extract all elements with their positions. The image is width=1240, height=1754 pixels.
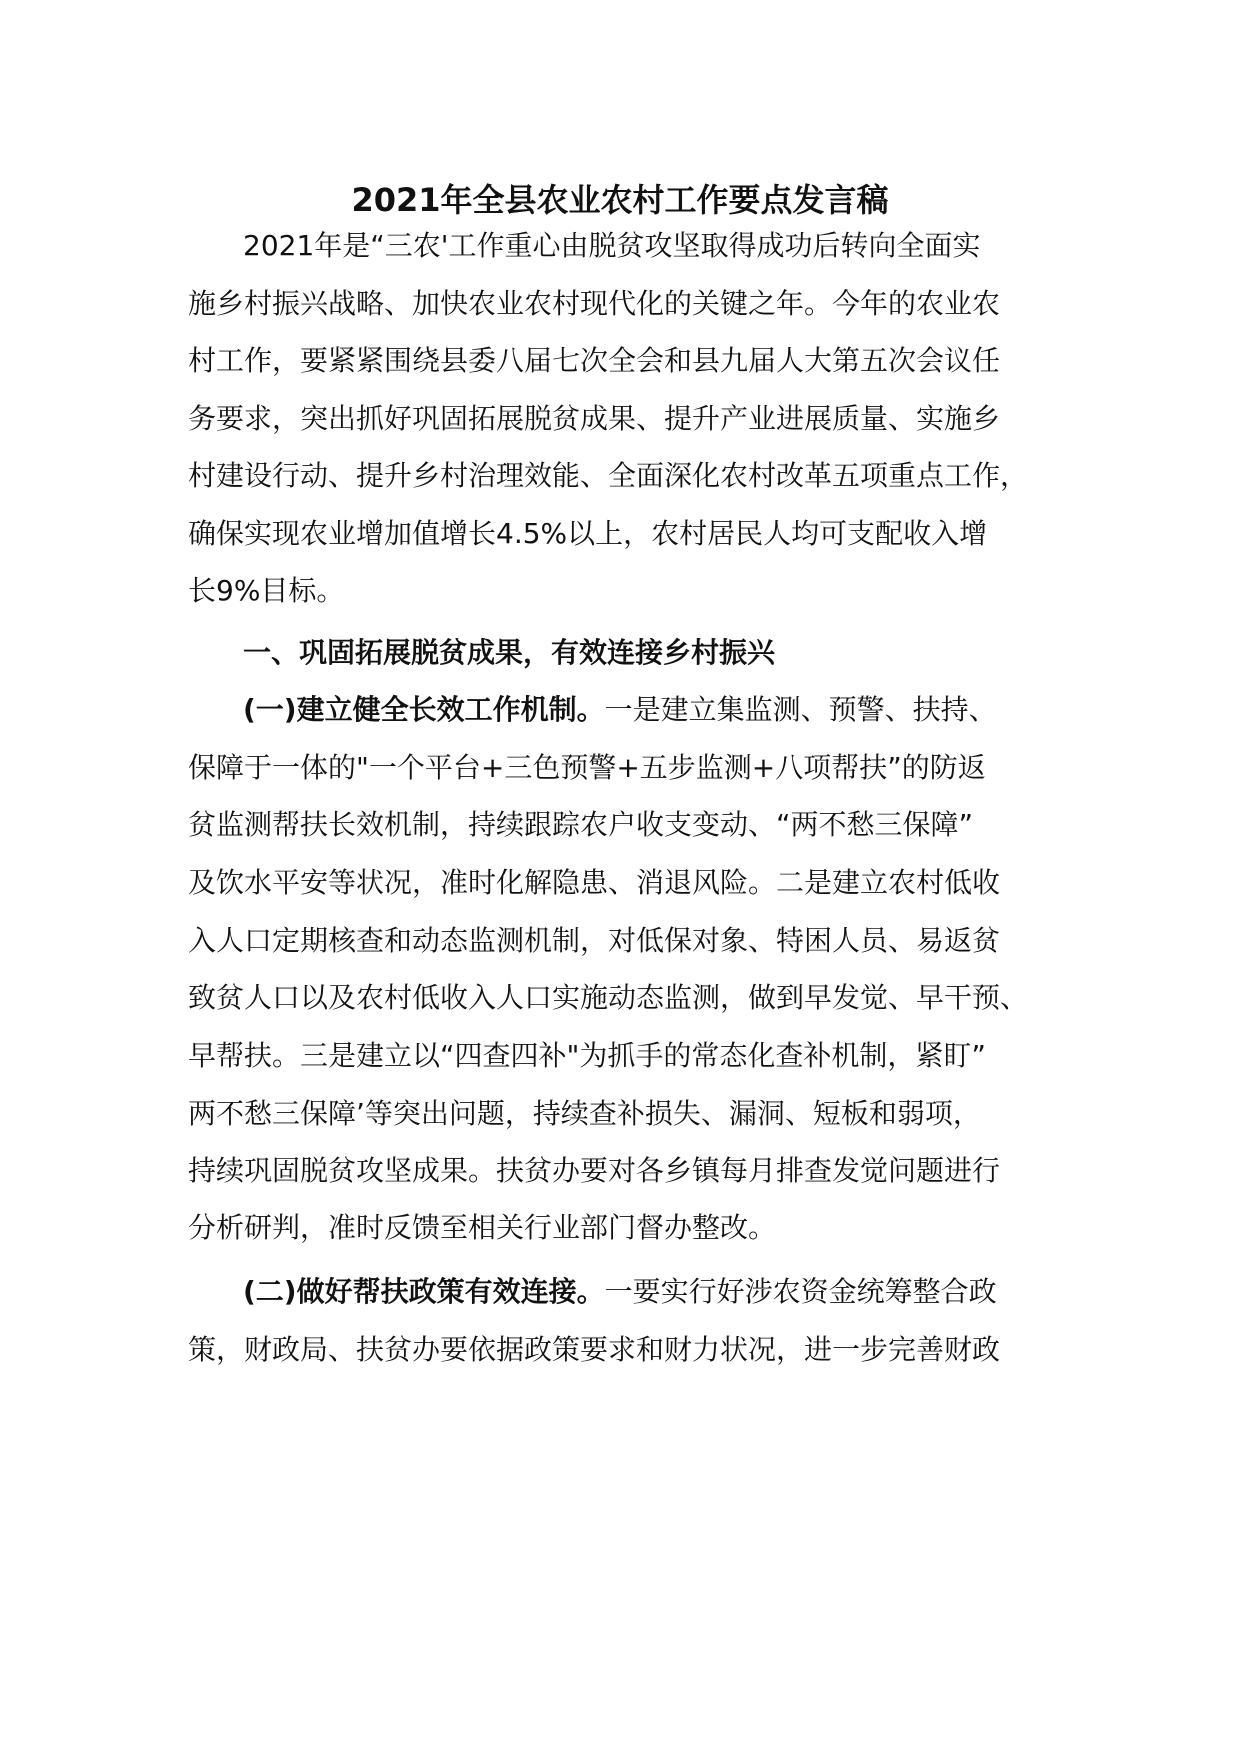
intro-line-7: 长9%目标。 (188, 574, 345, 607)
item1-lead: (一)建立健全长效工作机制。 (243, 693, 605, 726)
intro-line-3: 村工作，要紧紧围绕县委八届七次全会和县九届人大第五次会议任 (188, 344, 1001, 377)
item1-line-2: 保障于一体的"一个平台+三色预警+五步监测+八项帮扶”的防返 (188, 751, 986, 784)
intro-line-4: 务要求，突出抓好巩固拓展脱贫成果、提升产业进展质量、实施乡 (188, 402, 1001, 435)
intro-line-2: 施乡村振兴战略、加快农业农村现代化的关键之年。今年的农业农 (188, 287, 1001, 320)
item2-first-line (243, 1272, 997, 1312)
section-heading: 一、巩固拓展脱贫成果，有效连接乡村振兴 (243, 636, 776, 669)
item1-line-9: 持续巩固脱贫攻坚成果。扶贫办要对各乡镇每月排查发觉问题进行 (188, 1154, 1001, 1187)
item1-line-5: 入人口定期核查和动态监测机制，对低保对象、特困人员、易返贫 (188, 924, 1001, 957)
intro-line-1: 2021年是“三农'工作重心由脱贫攻坚取得成功后转向全面实 (243, 229, 981, 262)
item2-lead: (二)做好帮扶政策有效连接。 (243, 1275, 605, 1308)
document-title: 2021年全县农业农村工作要点发言稿 (351, 181, 889, 219)
intro-line-5: 村建设行动、提升乡村治理效能、全面深化农村改革五项重点工作， (188, 459, 1029, 492)
item1-first-line (243, 690, 997, 730)
item1-first-line-rest: 一是建立集监测、预警、扶持、 (604, 693, 997, 726)
item2-first-line-rest: 一要实行好涉农资金统筹整合政 (604, 1275, 997, 1308)
item2-line-2: 策，财政局、扶贫办要依据政策要求和财力状况，进一步完善财政 (188, 1333, 1001, 1366)
item1-line-7: 早帮扶。三是建立以“四查四补"为抓手的常态化查补机制，紧盯” (188, 1039, 986, 1072)
item1-line-4: 及饮水平安等状况，准时化解隐患、消退风险。二是建立农村低收 (188, 866, 1001, 899)
item1-line-3: 贫监测帮扶长效机制，持续跟踪农户收支变动、“两不愁三保障” (188, 808, 974, 841)
item1-line-8: 两不愁三保障’等突出问题，持续查补损失、漏洞、短板和弱项， (188, 1097, 981, 1130)
item1-line-6: 致贫人口以及农村低收入人口实施动态监测，做到早发觉、早干预、 (188, 981, 1029, 1014)
intro-line-6: 确保实现农业增加值增长4.5%以上，农村居民人均可支配收入增 (188, 517, 988, 550)
item1-line-10: 分析研判，准时反馈至相关行业部门督办整改。 (188, 1211, 777, 1244)
